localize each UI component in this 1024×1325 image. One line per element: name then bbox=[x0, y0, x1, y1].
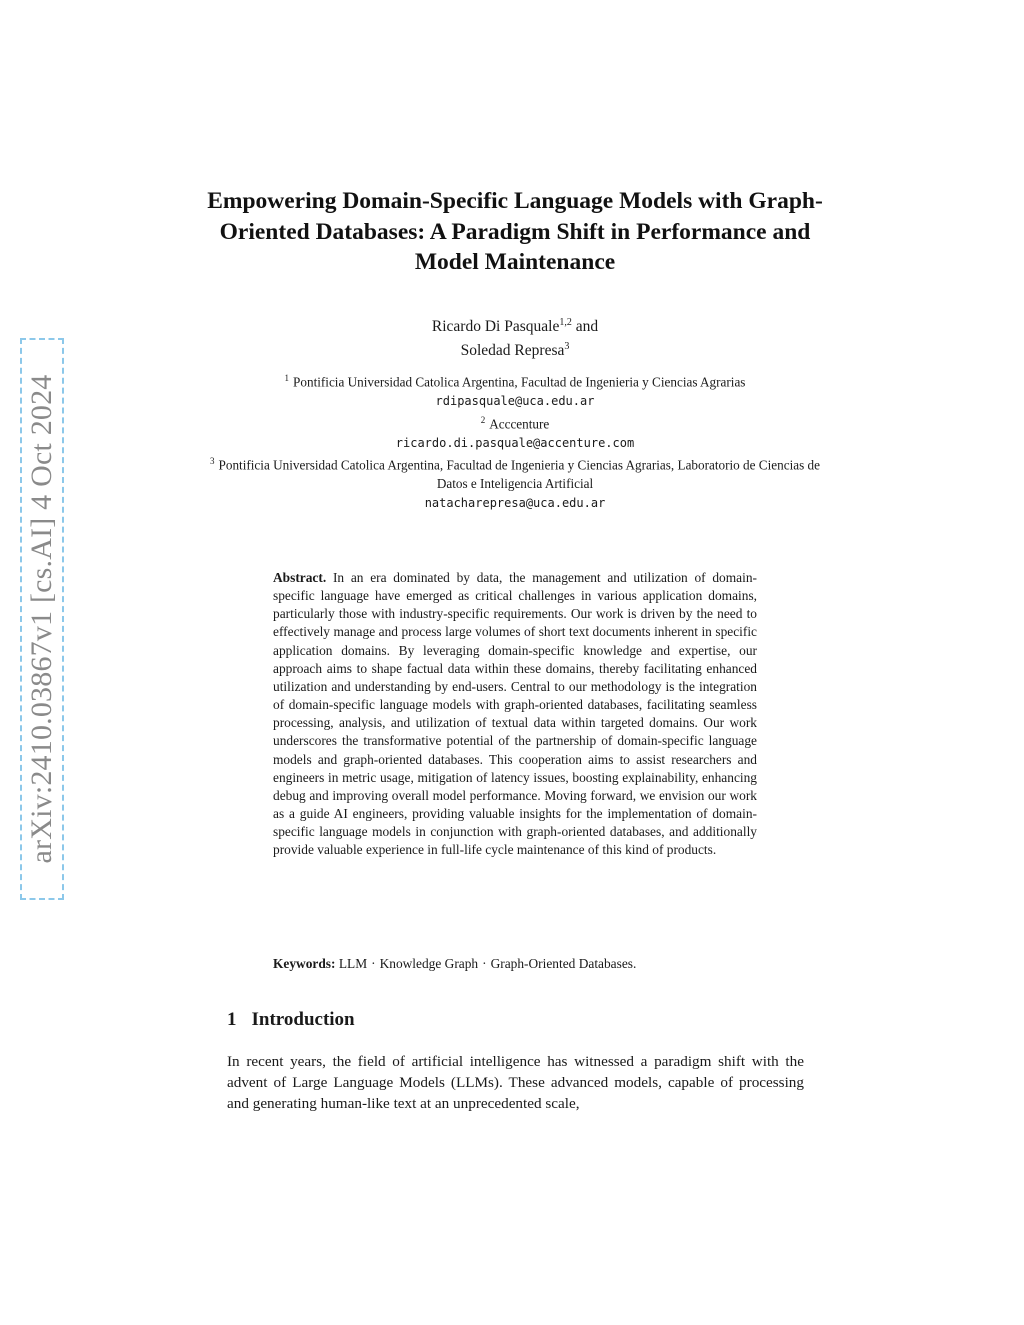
affiliation-email: natacharepresa@uca.edu.ar bbox=[424, 495, 606, 510]
abstract bbox=[273, 569, 757, 860]
keywords bbox=[273, 956, 757, 972]
paper-title: Empowering Domain-Specific Language Models with Graph-Oriented Databases: A Paradigm Shift in Performance and Model Maintenance bbox=[207, 188, 823, 275]
keyword: Knowledge Graph bbox=[379, 956, 479, 971]
section-heading bbox=[227, 1009, 355, 1031]
author-affiliation-mark: 3 bbox=[564, 341, 570, 353]
affiliation-text: Acccenture bbox=[489, 415, 550, 431]
affiliation-entry bbox=[200, 369, 830, 392]
affiliation-entry bbox=[200, 411, 830, 434]
keyword: LLM bbox=[338, 956, 368, 971]
affiliation-entry bbox=[200, 452, 830, 494]
section-number: 1 bbox=[227, 1009, 237, 1030]
introduction-paragraph: In recent years, the field of artificial intelligence has witnessed a paradigm shift with the advent of Large Language Models (LLMs). These advanced models, capable of processing and generating human-like text at an unprecedented scale, bbox=[227, 1053, 804, 1112]
author-block bbox=[200, 313, 830, 361]
author-name: Soledad Represa bbox=[460, 342, 565, 360]
author-affiliation-mark: 1,2 bbox=[559, 317, 572, 328]
affiliation-mark: 2 bbox=[480, 414, 486, 425]
keyword-separator: · bbox=[371, 956, 376, 971]
affiliation-email: rdipasquale@uca.edu.ar bbox=[435, 393, 595, 408]
arxiv-identifier: arXiv:2410.03867v1 [cs.AI] 4 Oct 2024 bbox=[25, 374, 58, 864]
affiliation-mark: 1 bbox=[284, 373, 290, 383]
affiliation-email: ricardo.di.pasquale@accenture.com bbox=[395, 435, 635, 450]
affiliation-text: Pontificia Universidad Catolica Argentina, Facultad de Ingenieria y Ciencias Agrarias bbox=[293, 374, 746, 390]
affiliations-block bbox=[200, 369, 830, 512]
keyword: Graph-Oriented Databases. bbox=[490, 956, 637, 971]
affiliation-mark: 3 bbox=[210, 456, 215, 467]
arxiv-sidebar-stamp bbox=[20, 338, 64, 900]
author-conjunction: and bbox=[575, 318, 599, 336]
author-name: Ricardo Di Pasquale bbox=[431, 318, 560, 336]
keyword-separator: · bbox=[482, 956, 487, 971]
abstract-text: In an era dominated by data, the management and utilization of domain-specific language have emerged as critical challenges in various application domains, particularly those with industry-specific requirements. Our work is driven by the need to effectively manage and process large volumes of short text documents inherent in specific application domains. By leveraging domain-specific knowledge and expertise, our approach aims to shape factual data within these domains, thereby facilitating enhanced utilization and understanding by end-users. Central to our methodology is the integration of domain-specific language models with graph-oriented databases, facilitating seamless processing, analysis, and utilization of textual data within targeted domains. Our work underscores the transformative potential of the partnership of domain-specific language models and graph-oriented databases. This cooperation aims to assist researchers and engineers in metric usage, mitigation of latency issues, boosting explainability, enhancing debug and improving overall model performance. Moving forward, we envision our work as a guide AI engineers, providing valuable insights for the implementation of domain-specific language models in conjunction with graph-oriented databases, and additionally provide valuable experience in full-life cycle maintenance of this kind of products. bbox=[273, 570, 757, 858]
affiliation-text: Pontificia Universidad Catolica Argentina, Facultad de Ingenieria y Ciencias Agrarias, Laboratorio de Ciencias de Datos e Inteligencia Artificial bbox=[218, 457, 820, 492]
keywords-label: Keywords: bbox=[273, 956, 336, 971]
abstract-label: Abstract. bbox=[273, 570, 327, 585]
section-title: Introduction bbox=[251, 1009, 355, 1030]
